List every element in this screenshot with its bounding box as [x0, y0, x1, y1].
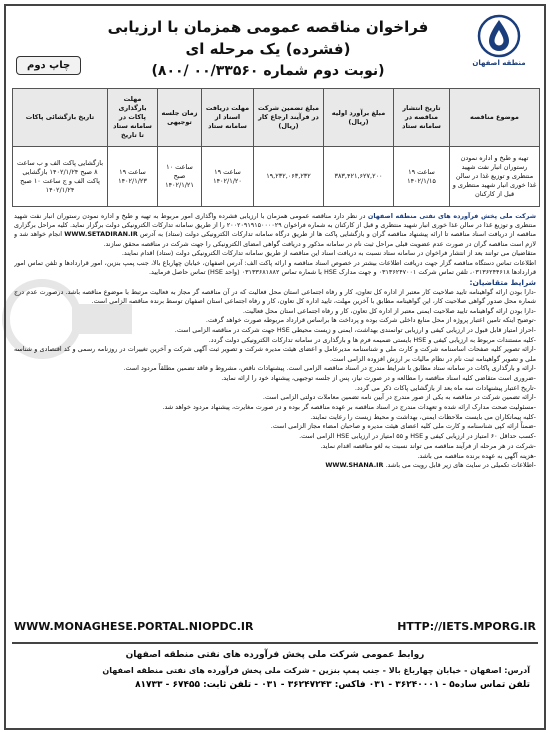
table-row: [13, 147, 540, 207]
second-print-badge: چاپ دوم: [16, 56, 81, 75]
header-cell: مهلت دریافت اسناد از سامانه ستاد: [202, 89, 254, 147]
table-cell: ساعت ۱۹ ۱۴۰۲/۱/۱۵: [394, 147, 450, 207]
logo-caption: منطقه اصفهان: [472, 59, 526, 67]
iets-link[interactable]: HTTP://IETS.MPORG.IR: [397, 620, 536, 633]
intro-text: در نظر دارد مناقصه عمومی همزمان با ارزیابی فشرده واگذاری امور مربوط به تهیه و طبخ و اداره نمودن رستوران انبار نفت شهید منتظری و توزیع غذا در سالن غذا خوری انبار شهید منتظری و قبل از کارکنان به شماره فراخوان ۲۰۰۲۰۹۱۹۱۵۰۰۰۰۲۹ را از طریق سامانه تدارکات الکترونیکی دولت برگزار نماید. کلیه مراحل برگزاری مناقصه از دریافت اسناد مناقصه تا ارائه پیشنهاد مناقصه گران و بازگشایی پاکت ها از طریق درگاه سامانه تدارکات الکترونیکی دولت (ستاد) به آدرس: [14, 212, 536, 239]
condition-item: -احراز امتیاز قابل قبول در ارزیابی کیفی و ارزیابی توانمندی بهداشت، ایمنی و زیست محیطی HSE جهت شرکت در مناقصه الزامی است.: [174, 325, 536, 334]
page-title: فراخوان مناقصه عمومی همزمان با ارزیابی (فشرده) یک مرحله ای: [107, 18, 429, 58]
footer-phone: تلفن تماس ساده۵ - ۳۶۲۴۰۰۰۱ - ۰۳۱ فاکس: ۳۶۲۴۷۲۴۳ - ۰۳۱ - تلفن ثابت: ۶۷۴۵۵ - ۸۱۷۳۳: [135, 680, 530, 690]
table-cell: ۱۹,۲۳۲,۰۶۳,۲۳۲: [254, 147, 324, 207]
header-cell: تاریخ بازگشائی پاکات: [13, 89, 108, 147]
intro-paragraph: [14, 212, 536, 249]
table-cell: تهیه و طبخ و اداره نمودن رستوران انبار نفت شهید منتظری و توزیع غذا در سالن غذا خوری انبار شهید منتظری و قبل از کارکنان: [450, 147, 540, 207]
header-cell: زمان جلسه توجیهی: [158, 89, 202, 147]
header-cell: مبلغ برآورد اولیه (ریال): [324, 89, 394, 147]
condition-item: -هزینه آگهی به عهده برنده مناقصه می باشد.: [417, 451, 536, 460]
condition-item: -ارائه تضمین شرکت در مناقصه به یکی از صور مندرج در آیین نامه تضمین معاملات دولتی الزامی است.: [262, 393, 536, 402]
condition-item: -مسئولیت صحت مدارک ارائه شده و تعهدات مندرج در اسناد مناقصه بر عهده مناقصه گر بوده و در صورت مغایرت، پیشنهاد مردود خواهد شد.: [162, 403, 536, 412]
notice-number: (نوبت دوم شماره ۰۰/۳۳۵۶۰ /۸۰۰): [151, 63, 385, 79]
condition-item: -توضیح اینکه تامین اعتبار پروژه از محل منابع داخلی شرکت بوده و پرداخت ها براساس قرارداد مربوطه صورت خواهد گرفت.: [205, 316, 536, 325]
shana-link[interactable]: WWW.SHANA.IR: [325, 461, 384, 470]
paragraph: متقاضیان می توانند بعد از انتشار فراخوان در سامانه ستاد نسبت به دریافت اسناد این مناقصه از طریق سامانه تدارکات الکترونیکی دولت (ستاد) اقدام نمایند.: [121, 249, 536, 258]
title-block: [82, 16, 454, 82]
condition-item: -کلیه پیمانکاران می بایست ملاحظات ایمنی، بهداشت و محیط زیست را رعایت نمایند.: [310, 412, 536, 421]
contact-paragraph: اطلاعات تماس دستگاه مناقصه گزار جهت دریافت اطلاعات بیشتر در خصوص اسناد مناقصه و ارائه پاکت الف: آدرس اصفهان، خیابان چهارباغ بالا، جنب پمپ بنزین، امور قراردادها و تلفن تماس امور قراردادها ۰۳۱۳۶۲۴۴۶۱۸، تلفن تماس شرکت ۰۳۱۳۶۲۴۷۰۰۱ و جهت مدارک HSE با شماره تماس ۰۳۱۳۳۶۸۱۸۸۲ (واحد HSE) تماس حاصل فرمایید.: [14, 259, 536, 277]
table-cell: ساعت ۱۰ صبح ۱۴۰۲/۱/۲۱: [158, 147, 202, 207]
table-header-row: [13, 89, 540, 147]
notice-header: [12, 12, 538, 82]
condition-item: -کلیه مستندات مربوط به ارزیابی کیفی و HSE بایستی ضمیمه فرم ها و بارگذاری در سامانه تدارکات الکترونیکی دولت گردد.: [208, 335, 536, 344]
condition-item: -تاریخ اعتبار پیشنهادات سه ماه بعد از بازگشایی پاکات ذکر می گردد.: [354, 383, 536, 392]
footer-title: روابط عمومی شرکت ملی پخش فرآورده های نفتی منطقه اصفهان: [125, 650, 425, 660]
organization-name: شرکت ملی پخش فرآورده های نفتی منطقه اصفهان: [367, 212, 536, 220]
condition-item: -دارا بودن ارائه گواهینامه تایید صلاحیت ایمنی معتبر از اداره کل تعاون، کار و رفاه اجتماعی استان محل فعالیت.: [242, 306, 536, 315]
table-cell: ساعت ۱۹ ۱۴۰۲/۱/۲۰: [202, 147, 254, 207]
condition-item: -ضمناً ارائه کپی شناسنامه و کارت ملی کلیه اعضای هیئت مدیره و صاحبان امضاء مجاز الزامی است.: [270, 422, 536, 431]
condition-item: -ضروری است متقاضی کلیه اسناد مناقصه را مطالعه و در صورت نیاز، پس از جلسه توجیهی، پیشنهاد خود را ارائه نماید.: [221, 373, 536, 382]
table-cell: ساعت ۱۹ ۱۴۰۲/۱/۲۳: [108, 147, 158, 207]
condition-item: -شرکت در هر مرحله از فرآیند مناقصه می تواند نسبت به لغو مناقصه اقدام نماید.: [320, 441, 536, 450]
footer-address: آدرس: اصفهان - خیابان چهارباغ بالا - جنب پمپ بنزین - شرکت ملی پخش فرآورده های نفتی منطقه اصفهان: [102, 666, 530, 675]
tender-notice: [4, 4, 546, 730]
website-links: [14, 618, 536, 636]
header-cell: مهلت بارگذاری پاکات در سامانه ستاد تا تاریخ: [108, 89, 158, 147]
condition-item: -کسب حداقل ۶۰ امتیاز در ارزیابی کیفی و HSE و ۵۵ امتیاز در ارزیابی HSE الزامی است.: [299, 432, 536, 441]
tender-table: [12, 88, 540, 207]
niopdc-logo-icon: [477, 14, 521, 58]
header-cell: تاریخ انتشار مناقصه در سامانه ستاد: [394, 89, 450, 147]
condition-item: -ارائه تصویر کلیه صفحات اساسنامه شرکت و کارت ملی و شناسنامه مدیرعامل و اعضای هیئت مدیره شرکت و تصویر ثبت آگهی شرکت و آخرین تغییرات در روزنامه رسمی و کد اقتصادی و شناسه ملی و تصویر گواهینامه ثبت نام در نظام مالیات بر ارزش افزوده الزامی است.: [14, 345, 536, 363]
condition-item: [14, 461, 536, 470]
company-logo: [464, 14, 534, 67]
condition-text: -اطلاعات تکمیلی در سایت های زیر قابل رویت می باشد.: [385, 461, 536, 470]
notice-body: [14, 212, 536, 612]
monaghese-portal-link[interactable]: WWW.MONAGHESE.PORTAL.NIOPDC.IR: [14, 620, 254, 633]
footer: [12, 642, 538, 722]
header-cell: مبلغ تضمین شرکت در فرآیند ارجاع کار (ریال): [254, 89, 324, 147]
table-cell: ۳۸۳,۴۲۱,۶۲۷,۲۰۰: [324, 147, 394, 207]
condition-item: -دارا بودن ارائه گواهینامه تایید صلاحیت کار معتبر از اداره کل تعاون، کار و رفاه اجتماعی استان محل فعالیت که در آن مناقصه گر مجاز به فعالیت مرتبط با موضوع مناقصه باشد. درصورت عدم درج شماره محل صدور گواهی صلاحیت کار، این گواهینامه مطابق با آخرین مهلت، تایید اداره کل تعاون، کار و رفاه اجتماعی استان اصفهان توسط برنده مناقصه الزامی است.: [14, 287, 536, 305]
header-cell: موضوع مناقصه: [450, 89, 540, 147]
intro-text-cont: انجام خواهد شد و لازم است مناقصه گران در صورت عدم عضویت قبلی مراحل ثبت نام در سامانه مذکور و دریافت گواهی امضای الکترونیکی را جهت شرکت در مناقصه محقق سازند.: [14, 230, 536, 248]
table-cell: بازگشایی پاکت الف و ب ساعت ۸ صبح ۱۴۰۲/۱/۲۴ بازگشایی پاکت الف و ج ساعت ۱۰ صبح ۱۴۰۲/۱/۲۴: [13, 147, 108, 207]
conditions-heading: شرایط متقاضیان:: [469, 277, 536, 287]
condition-item: -ارائه و بارگذاری پاکات در سامانه ستاد مطابق با شرایط مندرج در اسناد مناقصه الزامی است. پیشنهادات ناقص، مشروط و فاقد تضمین مطلقاً مردود است.: [123, 364, 536, 373]
setadiran-link[interactable]: WWW.SETADIRAN.IR: [64, 230, 138, 239]
